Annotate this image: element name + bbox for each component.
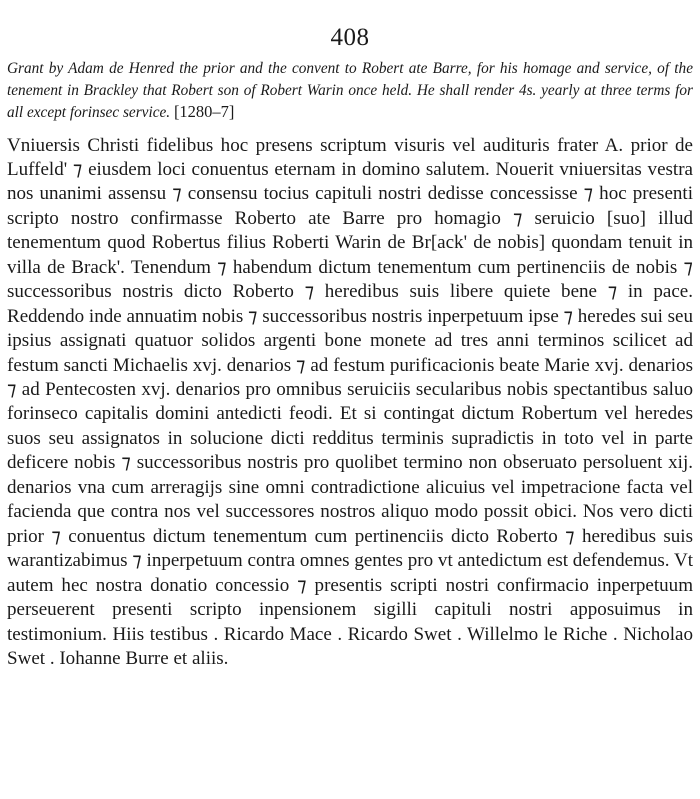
headnote-summary: Grant by Adam de Henred the prior and the convent to Robert ate Barre, for his homage and service, of the tenement in Brackley that Robert son of Robert Warin once held. He shall render 4s. yearly at three terms for all except forinsec service.	[7, 60, 693, 121]
headnote	[7, 58, 693, 124]
charter-text: Vniuersis Christi fidelibus hoc presens scriptum visuris vel audituris frater A. prior de Luffeld' ⁊ eiusdem loci conuentus eternam in domino salutem. Nouerit vniuersitas vestra nos unanimi assensu ⁊ consensu tocius capituli nostri dedisse concessisse ⁊ hoc presenti scripto nostro confirmasse Roberto ate Barre pro homagio ⁊ seruicio [suo] illud tenementum quod Robertus filius Roberti Warin de Br[ack' de nobis] quondam tenuit in villa de Brack'. Tenendum ⁊ habendum dictum tenementum cum pertinenciis de nobis ⁊ successoribus nostris dicto Roberto ⁊ heredibus suis libere quiete bene ⁊ in pace. Reddendo inde annuatim nobis ⁊ successoribus nostris inperpetuum ipse ⁊ heredes sui seu ipsius assignati quatuor solidos argenti bone monete ad tres anni terminos scilicet ad festum sancti Michaelis xvj. denarios ⁊ ad festum purificacionis beate Marie xvj. denarios ⁊ ad Pentecosten xvj. denarios pro omnibus seruiciis secularibus nobis spectantibus saluo forinseco capitalis domini antedicti feodi. Et si contingat dictum Robertum vel heredes suos seu assignatos in solucione dicti redditus terminis supradictis in toto vel in parte deficere nobis ⁊ successoribus nostris pro quolibet termino non obseruato persoluent xij. denarios vna cum arreragijs sine omni contradictione alicuius vel impetracione facta vel facienda que contra nos vel successores nostros aliquo modo possit obici. Nos vero dicti prior ⁊ conuentus dictum tenementum cum pertinenciis dicto Roberto ⁊ heredibus suis warantizabimus ⁊ inperpetuum contra omnes gentes pro vt antedictum est defendemus. Vt autem hec nostra donatio concessio ⁊ presentis scripti nostri confirmacio inperpetuum perseuerent presenti scripto inpensionem sigilli capituli nostri apposuimus in testimonium. Hiis testibus . Ricardo Mace . Ricardo Swet . Willelmo le Riche . Nicholao Swet . Iohanne Burre et aliis.	[7, 134, 693, 670]
headnote-date: [1280–7]	[173, 102, 235, 121]
page-number: 408	[330, 24, 370, 51]
